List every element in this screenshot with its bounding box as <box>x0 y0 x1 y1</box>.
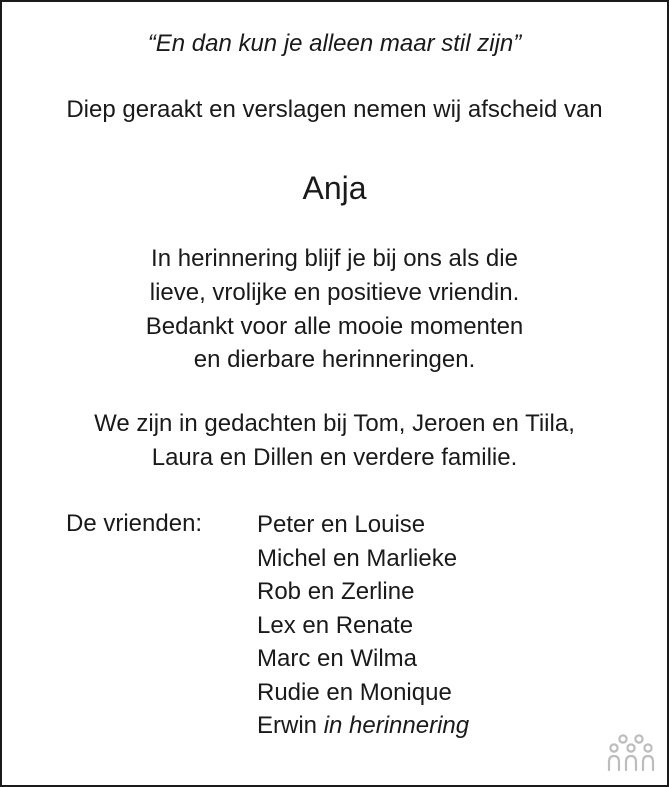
intro-line: Diep geraakt en verslagen nemen wij afscheid van <box>66 96 603 123</box>
people-group-icon <box>607 733 655 773</box>
friend-entry-in-memory <box>257 711 469 745</box>
friend-entry: Peter en Louise <box>257 511 426 538</box>
memory-line: lieve, vrolijke en positieve vriendin. <box>149 279 520 306</box>
condolence-line: We zijn in gedachten bij Tom, Jeroen en Tiila, <box>94 410 575 437</box>
friend-entry: Rob en Zerline <box>257 578 415 605</box>
friends-list <box>257 510 469 745</box>
memory-line: en dierbare herinneringen. <box>193 346 476 373</box>
friend-entry: Marc en Wilma <box>257 645 418 672</box>
friend-name: Erwin <box>257 712 318 739</box>
friend-entry: Michel en Marlieke <box>257 544 458 572</box>
memory-line: In herinnering blijf je bij ons als die <box>151 245 518 272</box>
friend-entry: Rudie en Monique <box>257 678 452 706</box>
opening-quote: “En dan kun je alleen maar stil zijn” <box>147 30 522 57</box>
friends-label: De vrienden: <box>66 510 203 537</box>
deceased-name: Anja <box>302 170 367 206</box>
condolence-line: Laura en Dillen en verdere familie. <box>151 444 518 471</box>
memory-line: Bedankt voor alle mooie momenten <box>145 313 524 340</box>
in-memory-note: in herinnering <box>323 712 470 739</box>
friend-entry: Lex en Renate <box>257 611 414 639</box>
